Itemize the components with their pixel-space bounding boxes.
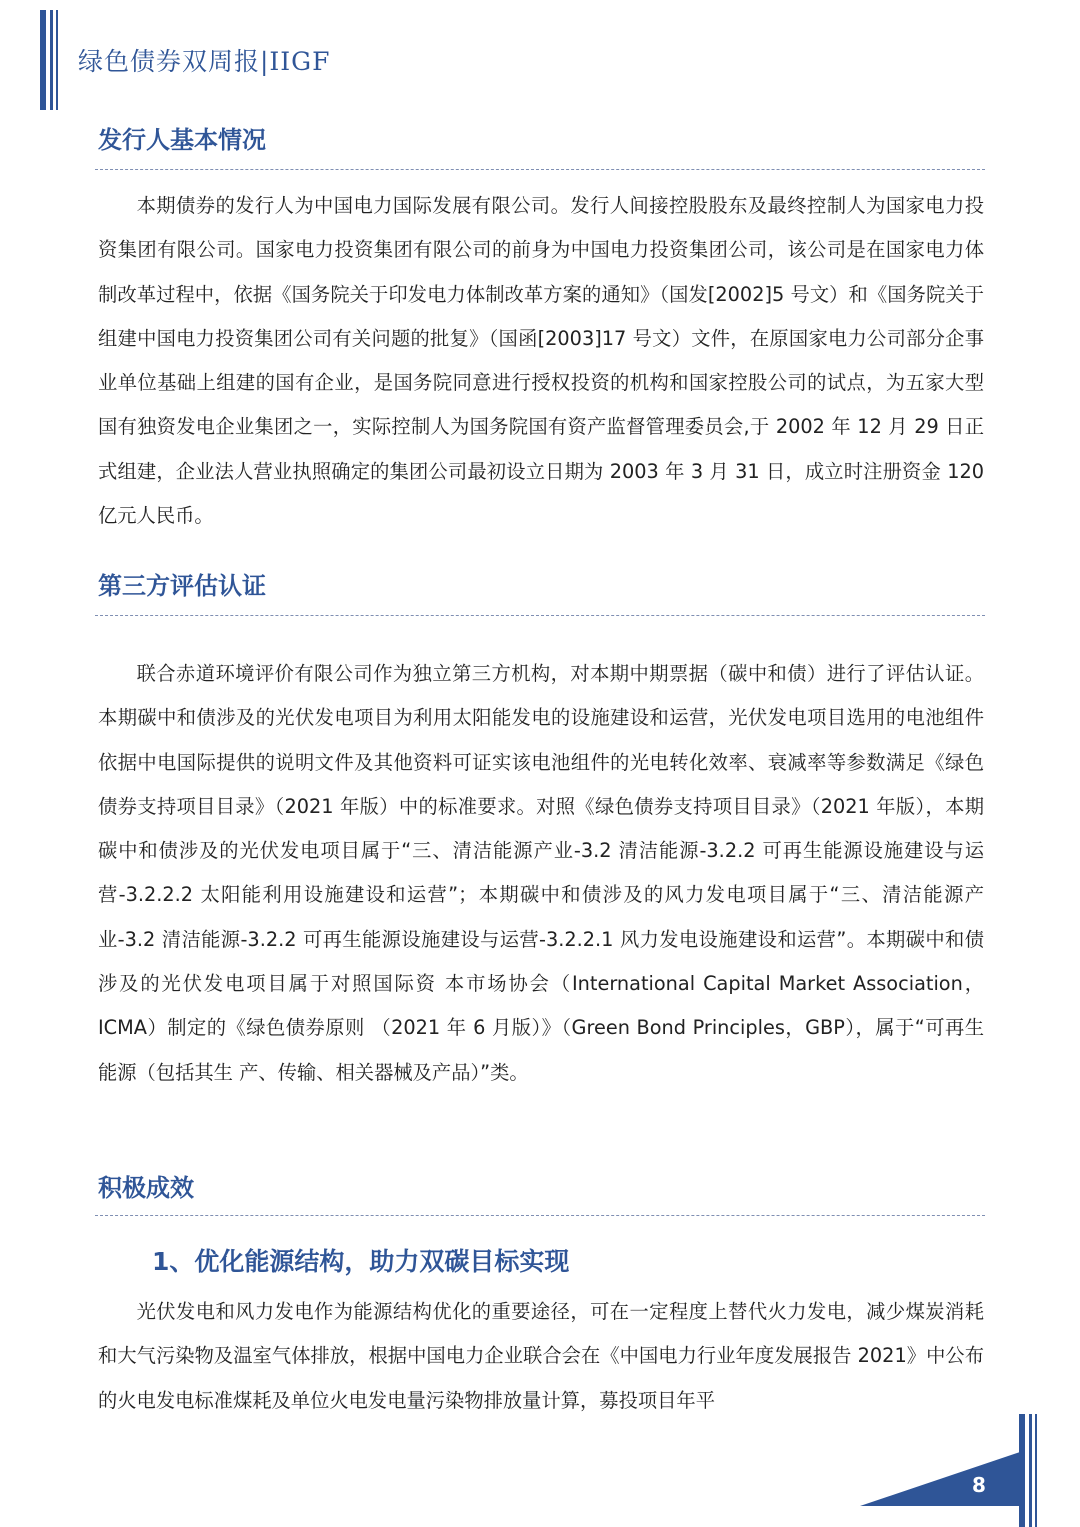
footer-triangle: [860, 1452, 1020, 1506]
section-title-third-party: 第三方评估认证: [98, 572, 266, 600]
section-divider: [95, 169, 985, 170]
report-header-title: 绿色债券双周报|IIGF: [78, 47, 331, 76]
paragraph-energy-structure: 光伏发电和风力发电作为能源结构优化的重要途径，可在一定程度上替代火力发电，减少煤炭消耗和大气污染物及温室气体排放，根据中国电力企业联合会在《中国电力行业年度发展报告 2021》中公布的火电发电标准煤耗及单位火电发电量污染物排放量计算，募投项目年平: [98, 1300, 984, 1412]
paragraph-issuer: 本期债券的发行人为中国电力国际发展有限公司。发行人间接控股股东及最终控制人为国家电力投资集团有限公司。国家电力投资集团有限公司的前身为中国电力投资集团公司，该公司是在国家电力体制改革过程中，依据《国务院关于印发电力体制改革方案的通知》（国发[2002]5 号文）和《国务院关于组建中国电力投资集团公司有关问题的批复》（国函[2003]17 号文）文件，在原国家电力公司部分企事业单位基础上组建的国有企业，是国务院同意进行授权投资的机构和国家控股公司的试点，为五家大型国有独资发电企业集团之一，实际控制人为国务院国有资产监督管理委员会,于 2002 年 12 月 29 日正式组建，企业法人营业执照确定的集团公司最初设立日期为 2003 年 3 月 31 日，成立时注册资金 120 亿元人民币。: [98, 194, 984, 528]
section-divider: [95, 615, 985, 616]
section-title-positive-effects: 积极成效: [98, 1174, 194, 1202]
paragraph-third-party: 联合赤道环境评价有限公司作为独立第三方机构，对本期中期票据（碳中和债）进行了评估认证。本期碳中和债涉及的光伏发电项目为利用太阳能发电的设施建设和运营，光伏发电项目选用的电池组件依据中电国际提供的说明文件及其他资料可证实该电池组件的光电转化效率、衰减率等参数满足《绿色债券支持项目目录》（2021 年版）中的标准要求。对照《绿色债券支持项目目录》（2021 年版），本期碳中和债涉及的光伏发电项目属于“三、清洁能源产业-3.2 清洁能源-3.2.2 可再生能源设施建设与运营-3.2.2.2 太阳能利用设施建设和运营”；本期碳中和债涉及的风力发电项目属于“三、清洁能源产业-3.2 清洁能源-3.2.2 可再生能源设施建设与运营-3.2.2.1 风力发电设施建设和运营”。本期碳中和债涉及的光伏发电项目属于对照国际资 本市场协会（International Capital Market Association，ICMA）制定的《绿色债券原则 （2021 年 6 月版）》（Green Bond Principles，GBP），属于“可再生能源（包括其生 产、传输、相关器械及产品）”类。: [98, 662, 984, 1084]
footer-decoration-bars: [1019, 1414, 1045, 1527]
section-divider: [95, 1215, 985, 1216]
header-decoration-bars: [40, 10, 64, 110]
section-title-issuer: 发行人基本情况: [98, 126, 266, 154]
page-number: 8: [972, 1473, 986, 1497]
subsection-title-energy-structure: 1、优化能源结构，助力双碳目标实现: [152, 1247, 570, 1276]
